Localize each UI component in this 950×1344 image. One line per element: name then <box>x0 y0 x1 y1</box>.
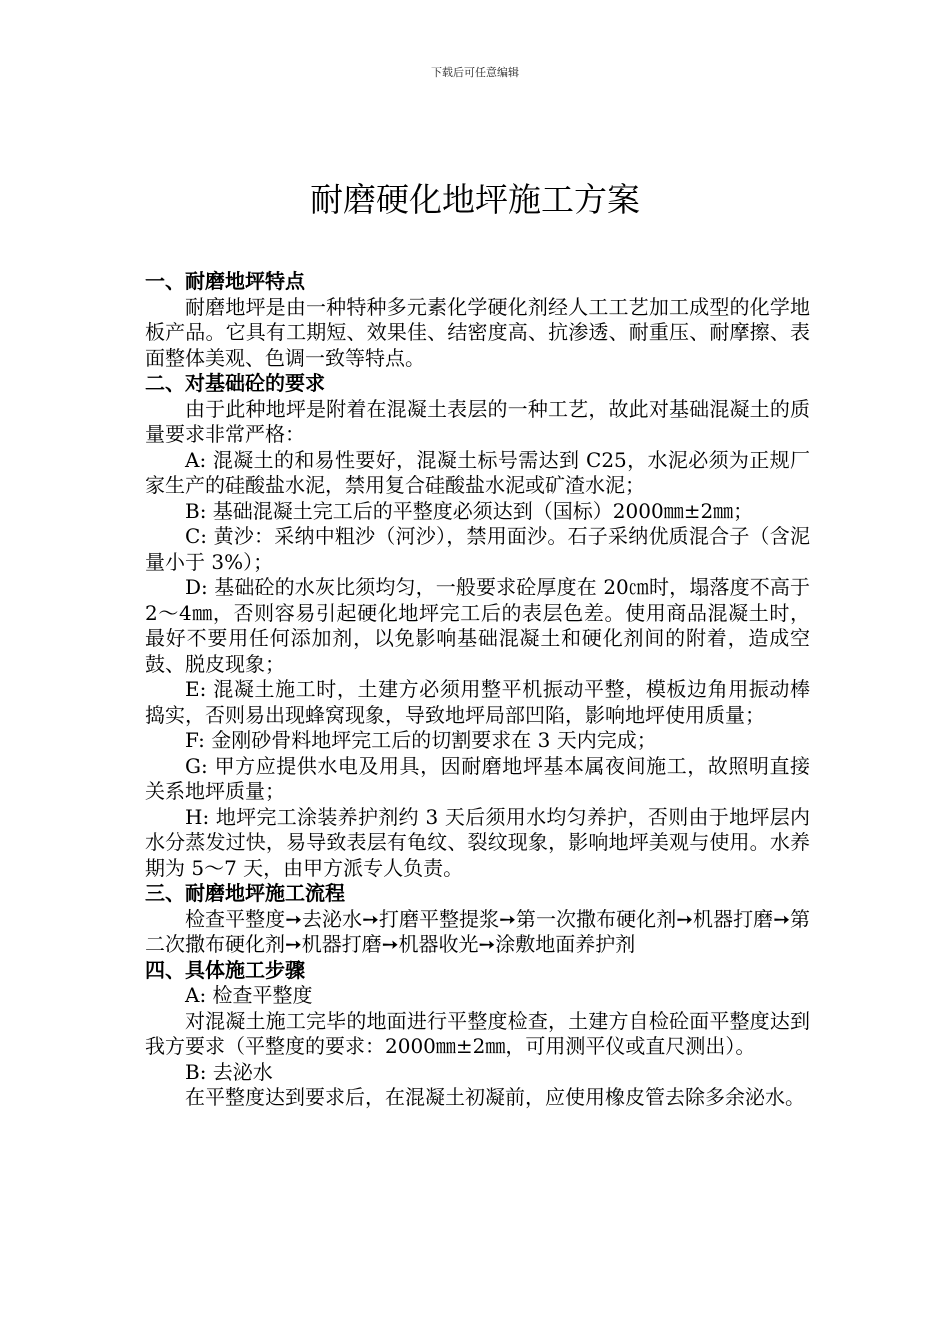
section-heading-1: 一、耐磨地坪特点 <box>145 269 305 293</box>
requirement-c: C: 黄沙：采纳中粗沙（河沙），禁用面沙。石子采纳优质混合子（含泥量小于 3%）； <box>145 524 810 574</box>
requirement-e: E: 混凝土施工时，土建方必须用整平机振动平整，模板边角用振动棒捣实，否则易出现蜂窝现象，导致地坪局部凹陷，影响地坪使用质量； <box>145 677 810 727</box>
process-flow: 检查平整度➙去泌水➙打磨平整提浆➙第一次撒布硬化剂➙机器打磨➙第二次撒布硬化剂➙机器打磨➙机器收光➙涂敷地面养护剂 <box>145 906 810 956</box>
requirement-a: A: 混凝土的和易性要好，混凝土标号需达到 C25，水泥必须为正规厂家生产的硅酸盐水泥，禁用复合硅酸盐水泥或矿渣水泥； <box>145 447 810 497</box>
step-a-text: 对混凝土施工完毕的地面进行平整度检查，土建方自检砼面平整度达到我方要求（平整度的要求：2000㎜±2㎜，可用测平仪或直尺测出）。 <box>145 1008 810 1058</box>
requirement-d: D: 基础砼的水灰比须均匀，一般要求砼厚度在 20㎝时，塌落度不高于 2～4㎜，否则容易引起硬化地坪完工后的表层色差。使用商品混凝土时，最好不要用任何添加剂，以免影响基础混凝土和硬化剂间的附着，造成空鼓、脱皮现象； <box>145 575 810 676</box>
document-title: 耐磨硬化地坪施工方案 <box>310 180 640 219</box>
document-body <box>145 269 810 1111</box>
section-heading-3: 三、耐磨地坪施工流程 <box>145 881 345 905</box>
requirement-g: G: 甲方应提供水电及用具，因耐磨地坪基本属夜间施工，故照明直接关系地坪质量； <box>145 753 810 803</box>
section-heading-2: 二、对基础砼的要求 <box>145 371 325 395</box>
requirement-h: H: 地坪完工涂装养护剂约 3 天后须用水均匀养护，否则由于地坪层内水分蒸发过快，易导致表层有龟纹、裂纹现象，影响地坪美观与使用。水养期为 5～7 天，由甲方派专人负责。 <box>145 804 810 880</box>
paragraph: 耐磨地坪是由一种特种多元素化学硬化剂经人工工艺加工成型的化学地板产品。它具有工期短、效果佳、结密度高、抗渗透、耐重压、耐摩擦、表面整体美观、色调一致等特点。 <box>145 294 810 370</box>
paragraph: 由于此种地坪是附着在混凝土表层的一种工艺，故此对基础混凝土的质量要求非常严格： <box>145 396 810 446</box>
step-b-text: 在平整度达到要求后，在混凝土初凝前，应使用橡皮管去除多余泌水。 <box>185 1085 805 1109</box>
step-b-title: B: 去泌水 <box>185 1059 273 1084</box>
section-heading-4: 四、具体施工步骤 <box>145 957 305 982</box>
requirement-f: F: 金刚砂骨料地坪完工后的切割要求在 3 天内完成； <box>185 728 657 752</box>
step-a-title: A: 检查平整度 <box>185 983 313 1007</box>
header-note: 下载后可任意编辑 <box>431 66 519 79</box>
requirement-b: B: 基础混凝土完工后的平整度必须达到（国标）2000㎜±2㎜； <box>185 498 754 523</box>
